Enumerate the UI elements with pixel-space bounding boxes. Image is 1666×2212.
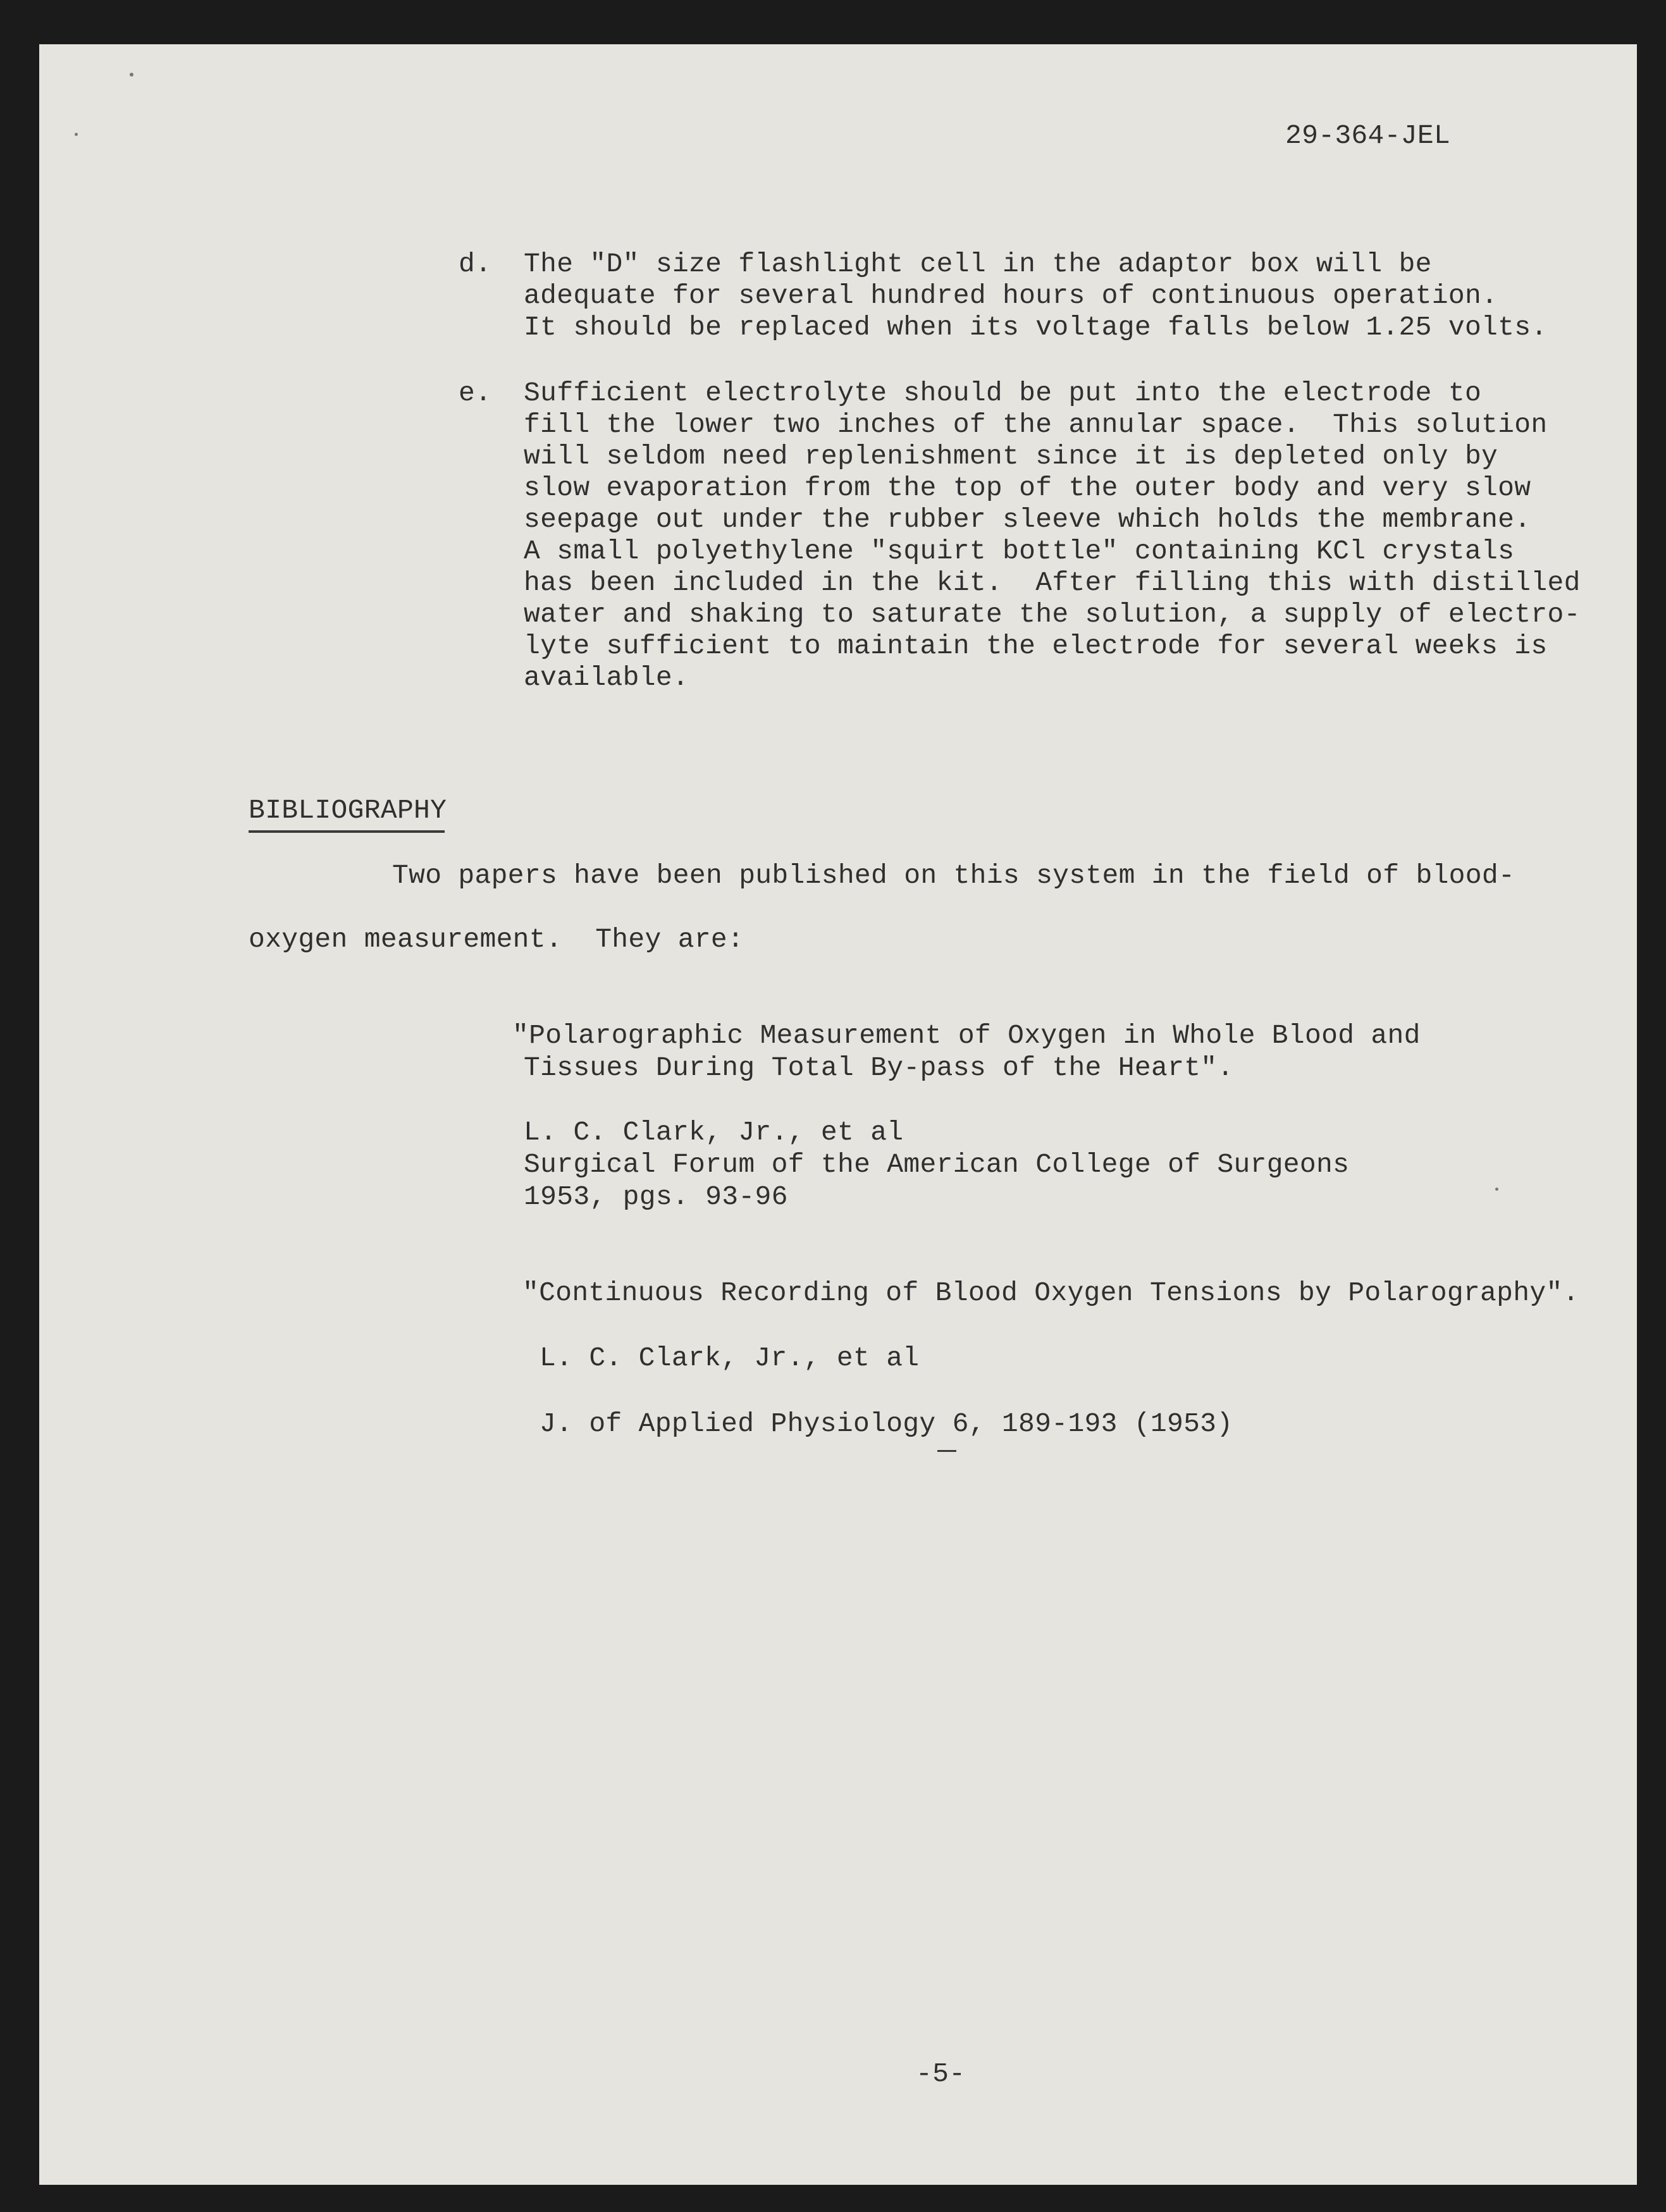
- item-e-line-8: water and shaking to saturate the solution, a supply of electro-: [524, 599, 1581, 630]
- reference-1-journal: Surgical Forum of the American College of Surgeons: [524, 1149, 1350, 1180]
- reference-2-citation: J. of Applied Physiology 6, 189-193 (1953): [540, 1408, 1233, 1439]
- item-e-line-4: slow evaporation from the top of the outer body and very slow: [524, 472, 1531, 503]
- item-e-line-5: seepage out under the rubber sleeve which holds the membrane.: [524, 504, 1531, 535]
- item-e-line-1: Sufficient electrolyte should be put into the electrode to: [524, 378, 1482, 409]
- reference-1-title-line-1: "Polarographic Measurement of Oxygen in Whole Blood and: [512, 1020, 1421, 1051]
- reference-1-authors: L. C. Clark, Jr., et al: [524, 1117, 904, 1148]
- paper-speck: [130, 73, 133, 77]
- paper-speck: [75, 133, 78, 136]
- document-code: 29-364-JEL: [1285, 120, 1451, 151]
- heading-underline: [249, 830, 445, 833]
- item-e-line-10: available.: [524, 662, 689, 693]
- reference-1-citation: 1953, pgs. 93-96: [524, 1181, 788, 1212]
- bibliography-intro-line-2: oxygen measurement. They are:: [249, 924, 744, 955]
- reference-2-title: "Continuous Recording of Blood Oxygen Tensions by Polarography".: [522, 1277, 1579, 1308]
- item-e-marker: e.: [459, 378, 492, 409]
- item-d-line-2: adequate for several hundred hours of continuous operation.: [524, 280, 1498, 311]
- item-e-line-6: A small polyethylene "squirt bottle" containing KCl crystals: [524, 536, 1515, 567]
- bibliography-intro-line-1: Two papers have been published on this system in the field of blood-: [392, 860, 1515, 891]
- item-e-line-2: fill the lower two inches of the annular space. This solution: [524, 409, 1548, 440]
- item-e-line-9: lyte sufficient to maintain the electrode for several weeks is: [524, 630, 1548, 661]
- item-d-line-1: The "D" size flashlight cell in the adaptor box will be: [524, 249, 1432, 280]
- reference-1-title-line-2: Tissues During Total By-pass of the Heart".: [524, 1052, 1234, 1083]
- volume-underline: [937, 1450, 956, 1452]
- item-d-marker: d.: [459, 249, 492, 280]
- paper-sheet: [39, 44, 1637, 2185]
- paper-speck: [1495, 1188, 1498, 1191]
- bibliography-heading: BIBLIOGRAPHY: [249, 795, 447, 826]
- item-e-line-7: has been included in the kit. After filling this with distilled: [524, 567, 1581, 598]
- page-number: -5-: [916, 2058, 966, 2089]
- reference-2-authors: L. C. Clark, Jr., et al: [540, 1343, 920, 1373]
- item-d-line-3: It should be replaced when its voltage falls below 1.25 volts.: [524, 312, 1548, 343]
- item-e-line-3: will seldom need replenishment since it is depleted only by: [524, 441, 1498, 472]
